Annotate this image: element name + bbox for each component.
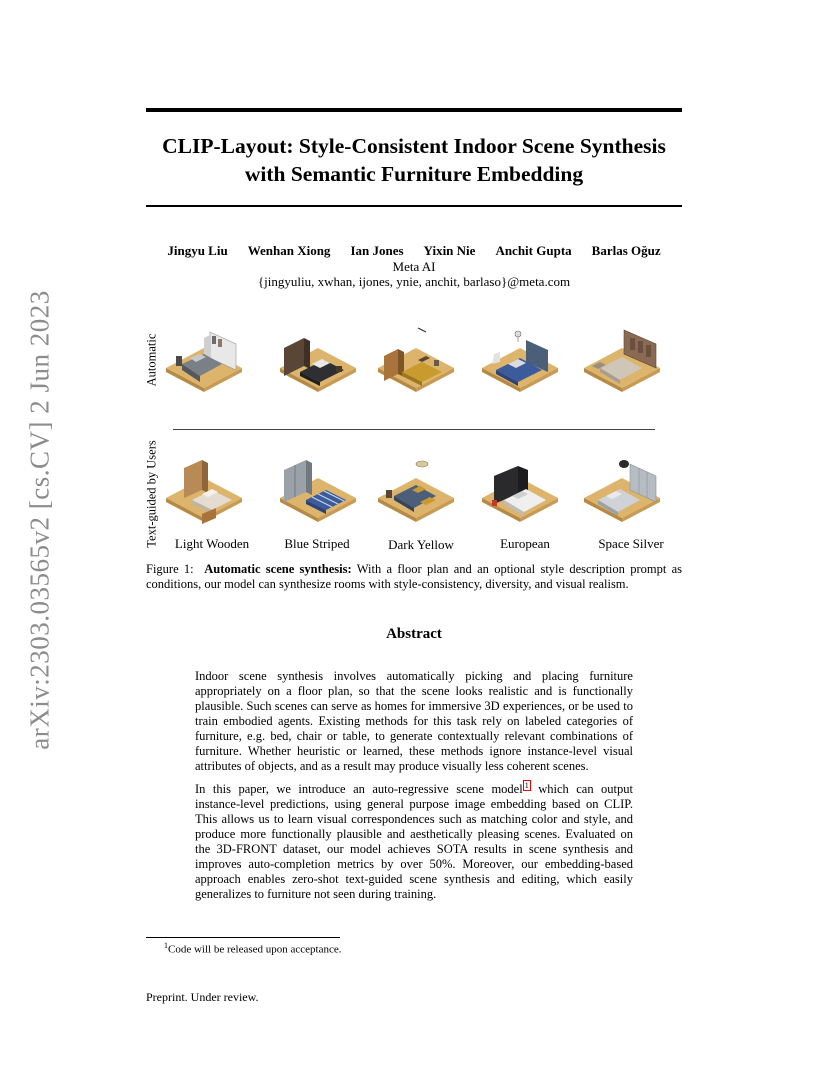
style-label-dark-yellow: Dark Yellow xyxy=(388,537,454,552)
figure-row-separator xyxy=(173,429,655,430)
scene-automatic-4 xyxy=(482,326,558,402)
footnote-link[interactable]: 1 xyxy=(524,781,529,790)
scene-blue-striped xyxy=(280,456,356,532)
author-list xyxy=(146,243,682,259)
arxiv-identifier: arXiv:2303.03565v2 [cs.CV] 2 Jun 2023 xyxy=(24,290,55,750)
caption-prefix: Figure 1: xyxy=(146,562,194,576)
scene-european xyxy=(482,456,558,532)
caption-bold: Automatic scene synthesis: xyxy=(204,562,352,576)
footnote-rule xyxy=(146,937,340,938)
caption-text: With a floor plan and an optional style description prompt as conditions, our model can synthesize rooms with style-consistency, diversity, and visual realism. xyxy=(146,562,683,591)
style-label-european: European xyxy=(500,536,550,551)
paper-title xyxy=(146,132,682,188)
footnote-text: Code will be released upon acceptance. xyxy=(168,943,342,956)
scene-automatic-1 xyxy=(166,326,242,402)
figure-caption xyxy=(146,562,682,592)
footnote xyxy=(146,941,682,956)
author: Ian Jones xyxy=(350,243,404,258)
abstract-paragraph-1: Indoor scene synthesis involves automatically picking and placing furniture appropriately on a floor plan, so that the scene looks realistic and is functionally plausible. Such scenes can serve as homes for immersive 3D experiences, or be used to train embodied agents. Existing methods for this task rely on labeled categories of furniture, e.g. bed, chair or table, to generate contextually relevant combinations of furniture. Whether heuristic or learned, these methods ignore instance-level visual attributes of objects, and as a result may produce visually less coherent scenes. xyxy=(195,669,633,773)
scene-automatic-2 xyxy=(280,326,356,402)
title-top-rule xyxy=(146,108,682,112)
affiliation: Meta AI xyxy=(392,259,436,274)
title-line-2: with Semantic Furniture Embedding xyxy=(244,162,584,186)
scene-space-silver xyxy=(584,456,660,532)
style-label-space-silver: Space Silver xyxy=(598,536,664,551)
preprint-note: Preprint. Under review. xyxy=(146,990,259,1004)
title-line-1: CLIP-Layout: Style-Consistent Indoor Scene Synthesis xyxy=(162,134,666,158)
title-bottom-rule xyxy=(146,205,682,207)
author: Jingyu Liu xyxy=(167,243,228,258)
style-label-blue-striped: Blue Striped xyxy=(284,536,350,551)
scene-dark-yellow xyxy=(378,456,454,532)
abstract-paragraph-2: In this paper, we introduce an auto-regressive scene model 1 which can output instance-level predictions, using general purpose image embedding based on CLIP. This allows us to learn visual correspondences such as matching color and style, and produce more functionally plausible and aesthetically pleasing scenes. Evaluated on the 3D-FRONT dataset, our model achieves SOTA results in scene synthesis and improves auto-completion metrics by over 50%. Moreover, our embedding-based approach enables zero-shot text-guided scene synthesis and editing, which easily generalizes to furniture not seen during training. xyxy=(195,781,634,902)
author: Yixin Nie xyxy=(423,243,476,258)
footnote-mark: 1 xyxy=(164,941,168,950)
scene-automatic-5 xyxy=(584,326,660,402)
author: Barlas Oğuz xyxy=(591,243,661,258)
author: Anchit Gupta xyxy=(495,243,572,258)
style-label-light-wooden: Light Wooden xyxy=(174,536,250,551)
author-emails: {jingyuliu, xwhan, ijones, ynie, anchit, barlaso}@meta.com xyxy=(257,274,571,289)
scene-automatic-3 xyxy=(378,326,454,402)
author: Wenhan Xiong xyxy=(247,243,331,258)
abstract-heading: Abstract xyxy=(386,626,442,642)
scene-light-wooden xyxy=(166,456,242,532)
